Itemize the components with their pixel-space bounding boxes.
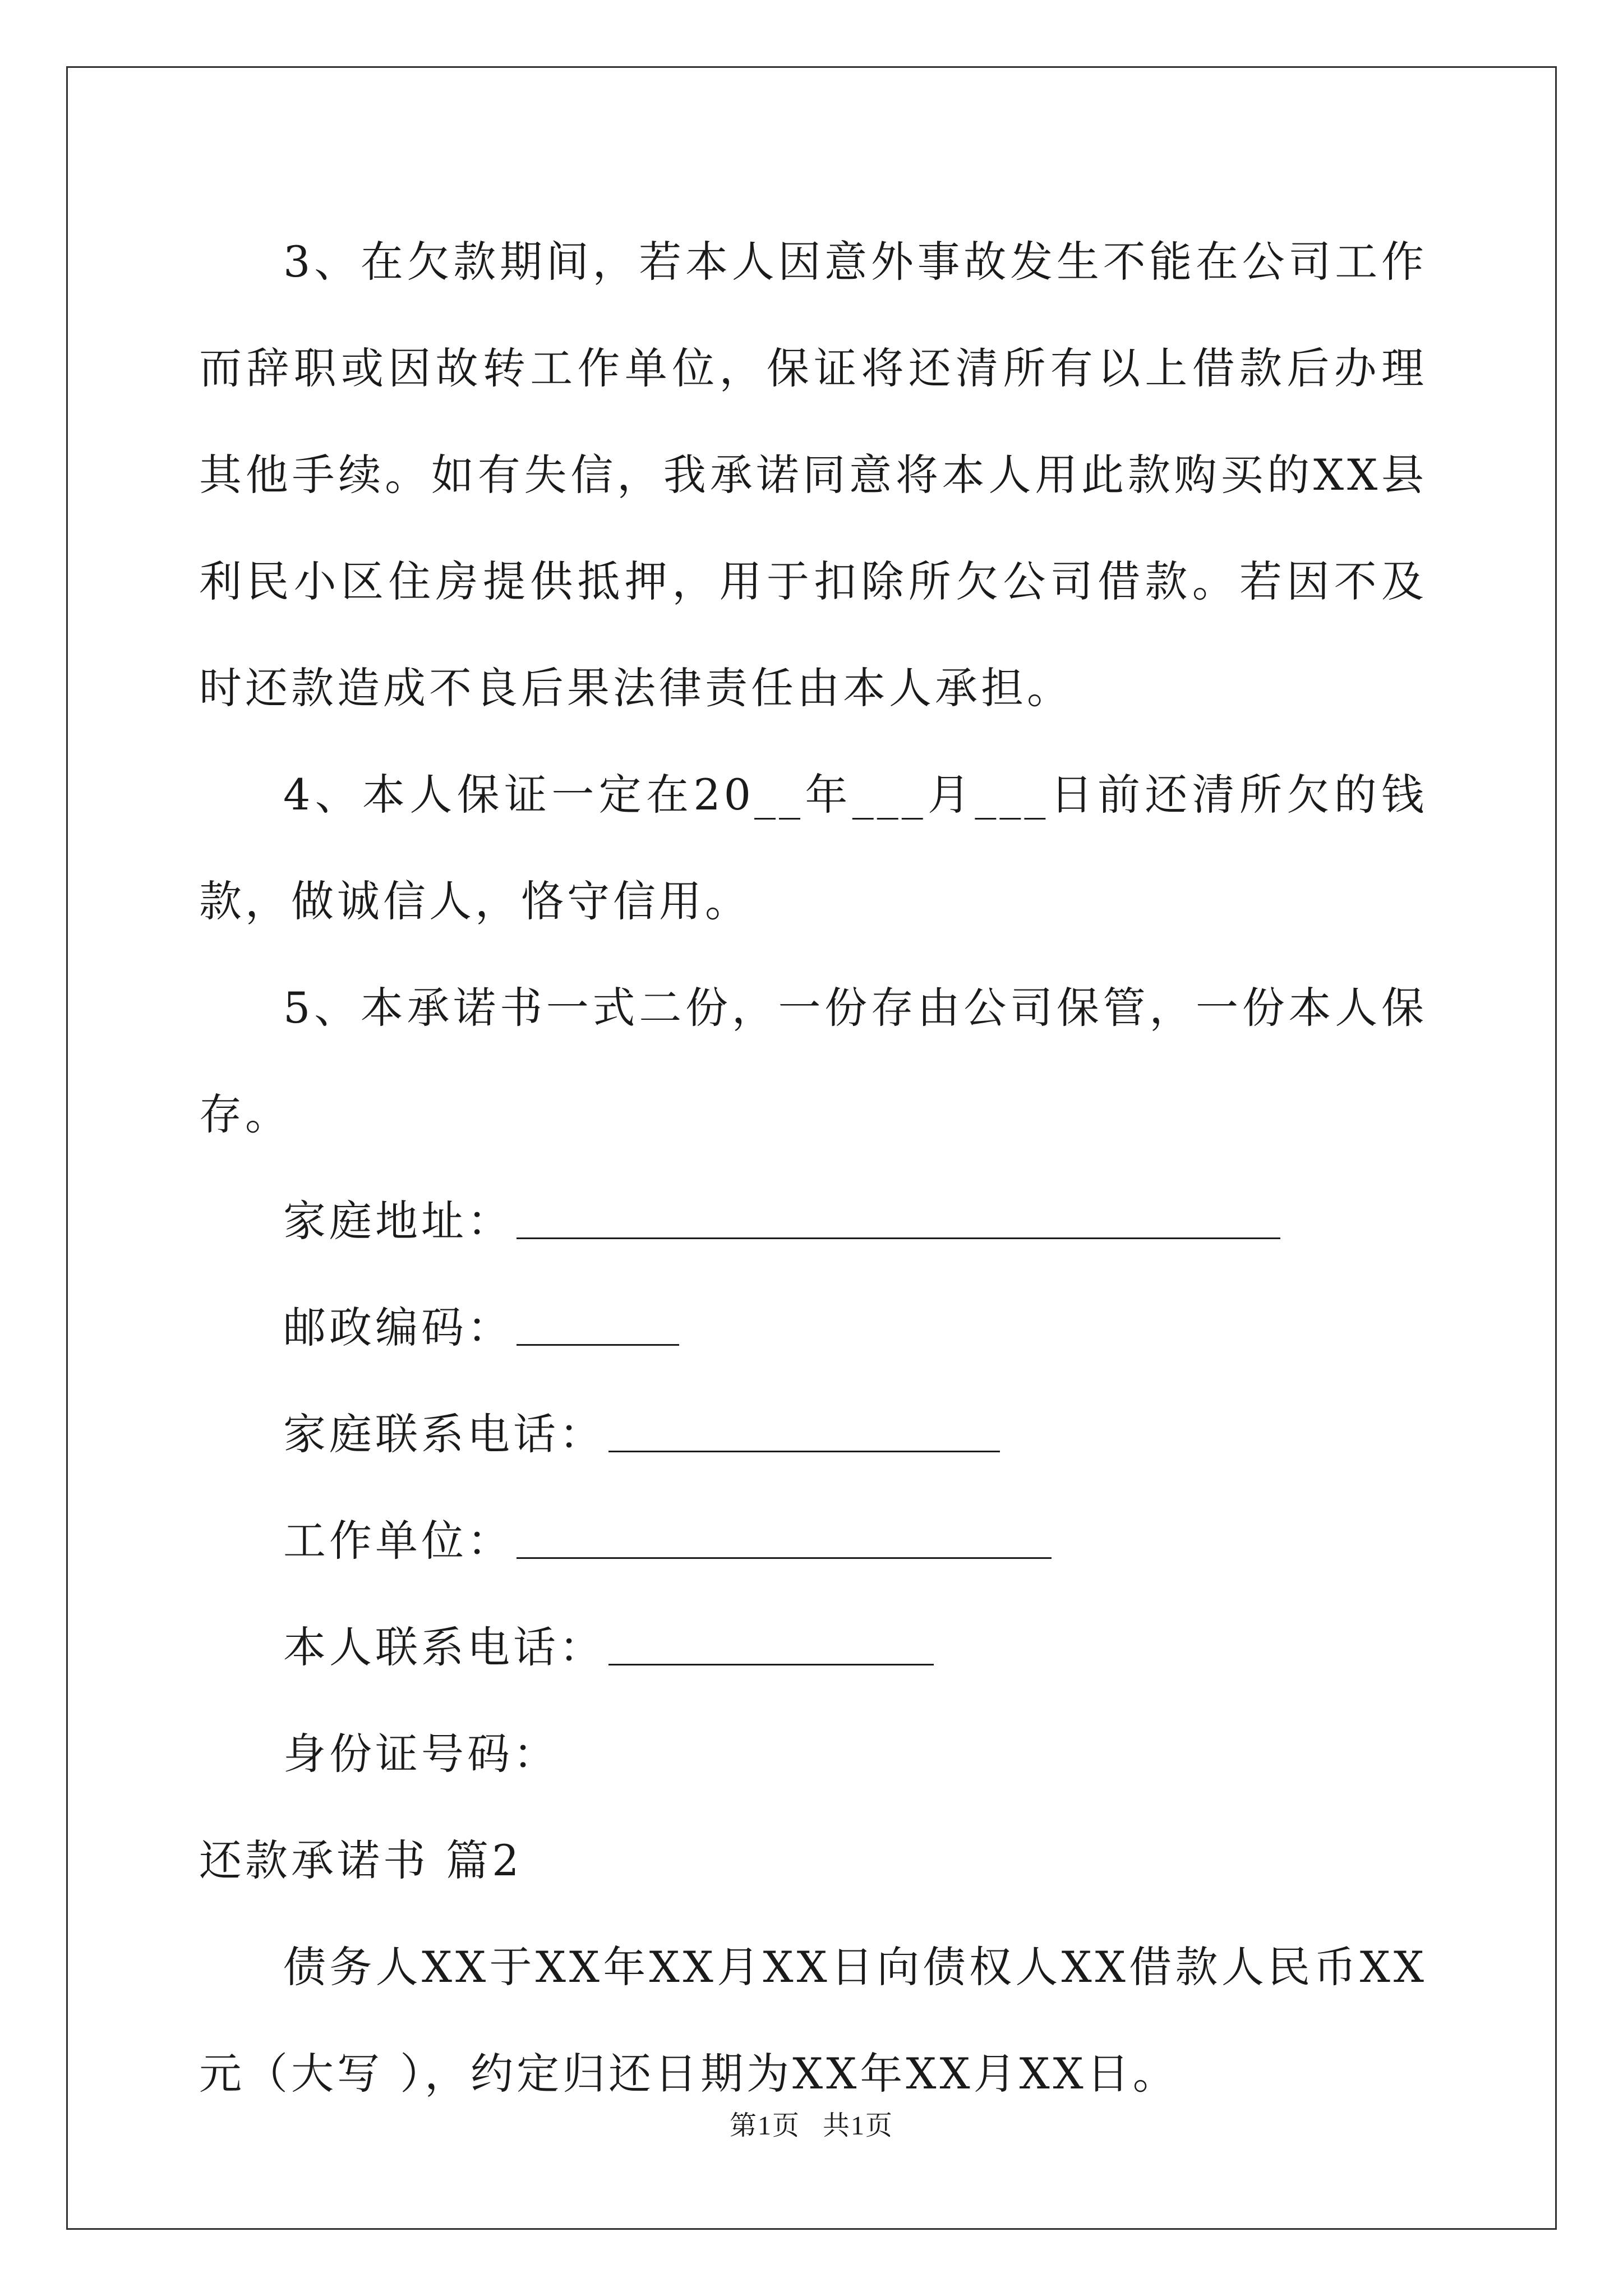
page-number-total: 共1页	[823, 2111, 894, 2141]
work-unit-label: 工作单位：	[283, 1516, 513, 1566]
section-heading: 还款承诺书 篇2	[199, 1835, 523, 1885]
home-address-blank	[517, 1204, 1280, 1239]
home-phone-field	[199, 1381, 1427, 1488]
paragraph-clause-4: 4、本人保证一定在20__年___月___日前还清所欠的钱款，做诚信人，恪守信用。	[199, 770, 1427, 926]
home-address-field	[199, 1168, 1427, 1274]
page-footer	[0, 2104, 1623, 2142]
personal-phone-label: 本人联系电话：	[283, 1622, 605, 1672]
home-address-label: 家庭地址：	[283, 1196, 513, 1246]
document-body	[199, 209, 1427, 2127]
paragraph-debt-statement: 债务人XX于XX年XX月XX日向债权人XX借款人民币XX元（大写 ），约定归还日期为XX年XX月XX日。	[199, 1942, 1427, 2099]
paragraph-clause-5: 5、本承诺书一式二份，一份存由公司保管，一份本人保存。	[199, 983, 1427, 1139]
work-unit-field	[199, 1488, 1427, 1594]
personal-phone-blank	[608, 1630, 934, 1665]
work-unit-blank	[517, 1524, 1052, 1559]
page-number-current: 第1页	[729, 2111, 800, 2141]
paragraph-clause-3: 3、在欠款期间，若本人因意外事故发生不能在公司工作而辞职或因故转工作单位，保证将还清所有以上借款后办理其他手续。如有失信，我承诺同意将本人用此款购买的XX县利民小区住房提供抵押，用于扣除所欠公司借款。若因不及时还款造成不良后果法律责任由本人承担。	[199, 237, 1427, 713]
personal-phone-field	[199, 1594, 1427, 1701]
postal-code-label: 邮政编码：	[283, 1303, 513, 1352]
postal-code-field	[199, 1274, 1427, 1381]
home-phone-blank	[608, 1417, 1000, 1452]
id-number-label: 身份证号码：	[283, 1729, 559, 1779]
home-phone-label: 家庭联系电话：	[283, 1409, 605, 1459]
id-number-field	[199, 1701, 1427, 1807]
postal-code-blank	[517, 1310, 679, 1346]
